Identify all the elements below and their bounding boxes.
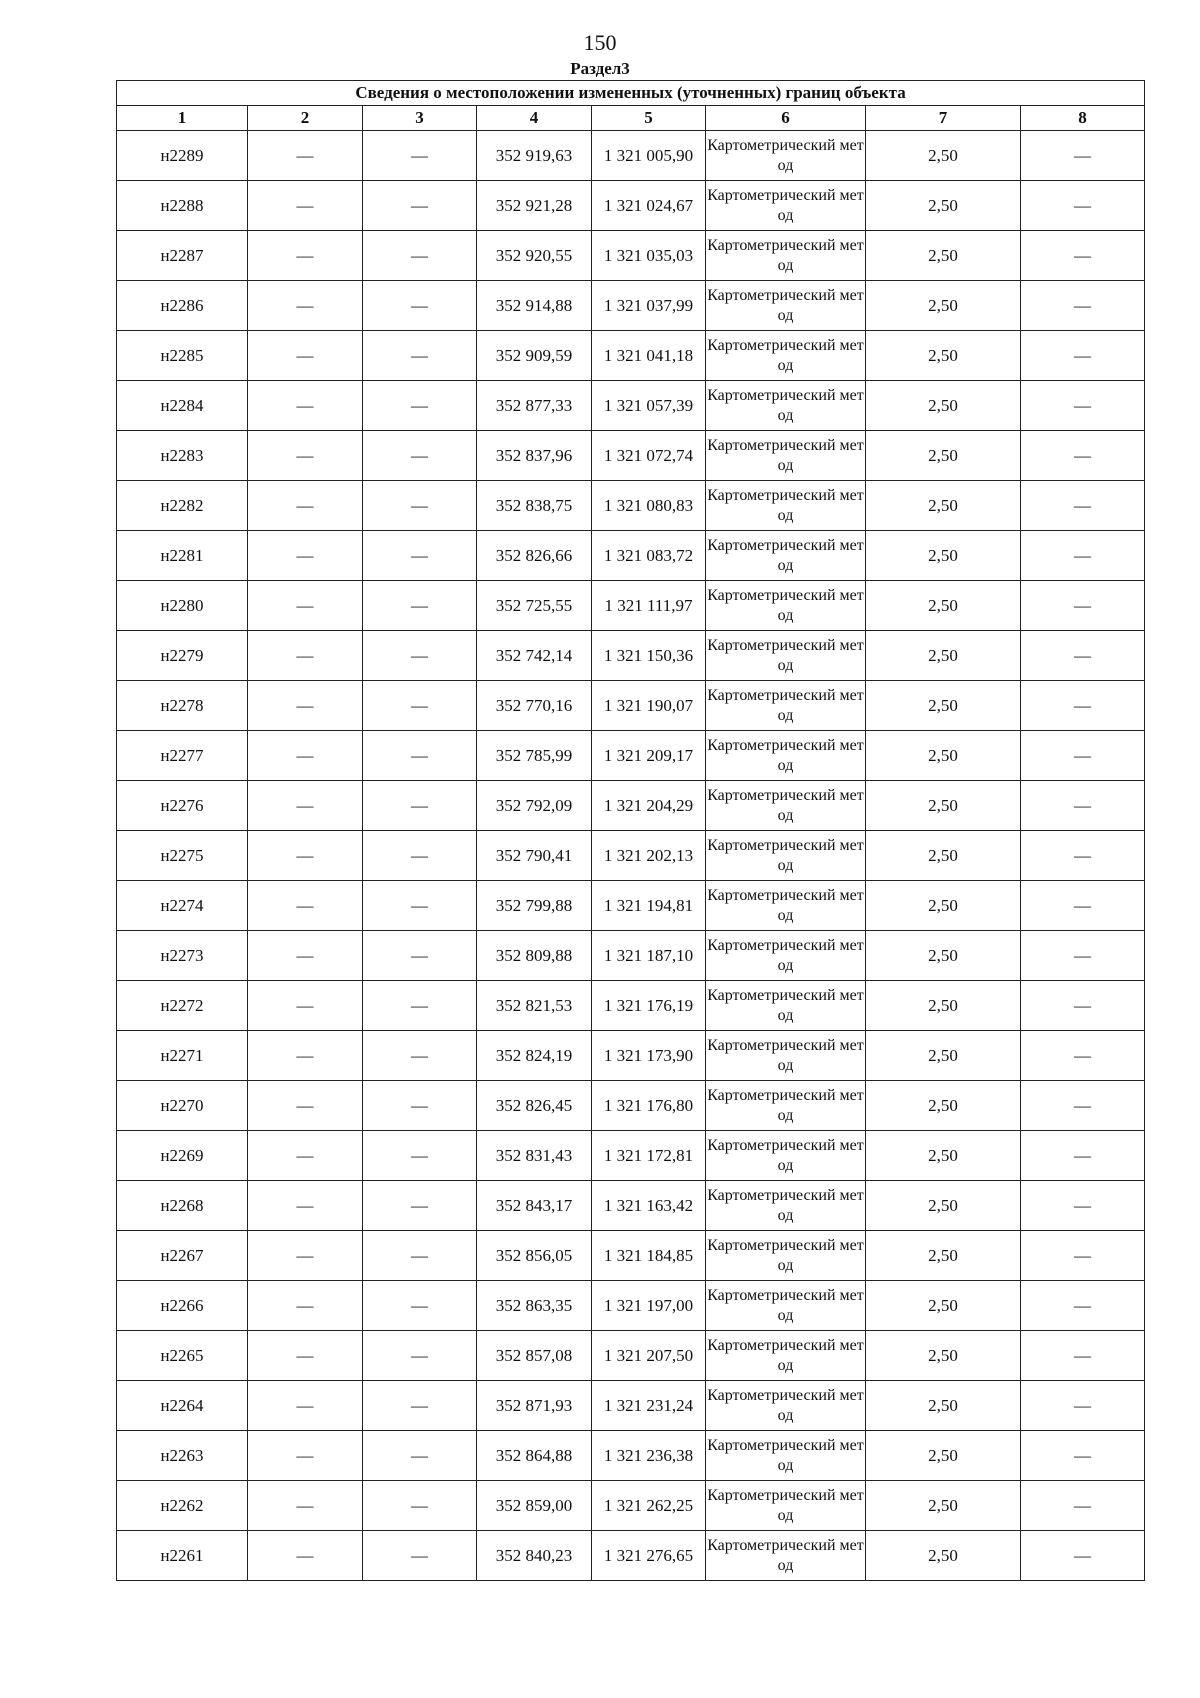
empty-value-dash: —: [1021, 931, 1145, 981]
table-row: [117, 931, 1145, 981]
y-coordinate: 1 321 005,90: [592, 131, 706, 181]
empty-value-dash: —: [248, 631, 363, 681]
empty-value-dash: —: [248, 281, 363, 331]
point-name: н2267: [117, 1231, 248, 1281]
y-coordinate: 1 321 209,17: [592, 731, 706, 781]
empty-value-dash: —: [1021, 531, 1145, 581]
determination-method: Картометрический метод: [706, 631, 866, 681]
determination-method: Картометрический метод: [706, 231, 866, 281]
point-name: н2285: [117, 331, 248, 381]
determination-method: Картометрический метод: [706, 1131, 866, 1181]
y-coordinate: 1 321 276,65: [592, 1531, 706, 1581]
table-row: [117, 631, 1145, 681]
column-number-row: [117, 106, 1145, 131]
point-name: н2263: [117, 1431, 248, 1481]
accuracy-value: 2,50: [866, 731, 1021, 781]
accuracy-value: 2,50: [866, 781, 1021, 831]
boundary-coordinates-table: [116, 80, 1145, 1581]
x-coordinate: 352 864,88: [477, 1431, 592, 1481]
y-coordinate: 1 321 080,83: [592, 481, 706, 531]
determination-method: Картометрический метод: [706, 531, 866, 581]
empty-value-dash: —: [363, 181, 477, 231]
accuracy-value: 2,50: [866, 881, 1021, 931]
empty-value-dash: —: [248, 531, 363, 581]
point-name: н2287: [117, 231, 248, 281]
empty-value-dash: —: [248, 781, 363, 831]
empty-value-dash: —: [363, 681, 477, 731]
y-coordinate: 1 321 207,50: [592, 1331, 706, 1381]
table-row: [117, 1531, 1145, 1581]
determination-method: Картометрический метод: [706, 331, 866, 381]
x-coordinate: 352 831,43: [477, 1131, 592, 1181]
empty-value-dash: —: [1021, 481, 1145, 531]
determination-method: Картометрический метод: [706, 1031, 866, 1081]
empty-value-dash: —: [1021, 1081, 1145, 1131]
x-coordinate: 352 809,88: [477, 931, 592, 981]
determination-method: Картометрический метод: [706, 131, 866, 181]
point-name: н2266: [117, 1281, 248, 1331]
column-number: 4: [477, 106, 592, 131]
accuracy-value: 2,50: [866, 1081, 1021, 1131]
determination-method: Картометрический метод: [706, 681, 866, 731]
table-caption: Сведения о местоположении измененных (уточненных) границ объекта: [117, 81, 1145, 106]
x-coordinate: 352 770,16: [477, 681, 592, 731]
table-row: [117, 1231, 1145, 1281]
y-coordinate: 1 321 231,24: [592, 1381, 706, 1431]
point-name: н2288: [117, 181, 248, 231]
accuracy-value: 2,50: [866, 1181, 1021, 1231]
column-number: 7: [866, 106, 1021, 131]
point-name: н2281: [117, 531, 248, 581]
y-coordinate: 1 321 072,74: [592, 431, 706, 481]
empty-value-dash: —: [1021, 631, 1145, 681]
empty-value-dash: —: [248, 1381, 363, 1431]
point-name: н2265: [117, 1331, 248, 1381]
empty-value-dash: —: [363, 831, 477, 881]
point-name: н2283: [117, 431, 248, 481]
y-coordinate: 1 321 083,72: [592, 531, 706, 581]
empty-value-dash: —: [1021, 1531, 1145, 1581]
x-coordinate: 352 799,88: [477, 881, 592, 931]
empty-value-dash: —: [363, 1281, 477, 1331]
point-name: н2289: [117, 131, 248, 181]
empty-value-dash: —: [363, 1381, 477, 1431]
empty-value-dash: —: [363, 531, 477, 581]
empty-value-dash: —: [248, 1531, 363, 1581]
empty-value-dash: —: [363, 1531, 477, 1581]
empty-value-dash: —: [363, 1331, 477, 1381]
column-number: 8: [1021, 106, 1145, 131]
determination-method: Картометрический метод: [706, 831, 866, 881]
empty-value-dash: —: [363, 431, 477, 481]
empty-value-dash: —: [248, 731, 363, 781]
determination-method: Картометрический метод: [706, 581, 866, 631]
x-coordinate: 352 877,33: [477, 381, 592, 431]
page-number: 150: [583, 30, 617, 55]
column-number: 6: [706, 106, 866, 131]
empty-value-dash: —: [248, 381, 363, 431]
empty-value-dash: —: [248, 1431, 363, 1481]
table-row: [117, 131, 1145, 181]
table-row: [117, 681, 1145, 731]
determination-method: Картометрический метод: [706, 281, 866, 331]
empty-value-dash: —: [248, 1231, 363, 1281]
empty-value-dash: —: [1021, 681, 1145, 731]
empty-value-dash: —: [248, 231, 363, 281]
determination-method: Картометрический метод: [706, 931, 866, 981]
determination-method: Картометрический метод: [706, 1531, 866, 1581]
y-coordinate: 1 321 187,10: [592, 931, 706, 981]
x-coordinate: 352 863,35: [477, 1281, 592, 1331]
empty-value-dash: —: [363, 581, 477, 631]
point-name: н2273: [117, 931, 248, 981]
accuracy-value: 2,50: [866, 431, 1021, 481]
point-name: н2271: [117, 1031, 248, 1081]
empty-value-dash: —: [1021, 831, 1145, 881]
empty-value-dash: —: [248, 1081, 363, 1131]
y-coordinate: 1 321 111,97: [592, 581, 706, 631]
determination-method: Картометрический метод: [706, 1181, 866, 1231]
accuracy-value: 2,50: [866, 931, 1021, 981]
empty-value-dash: —: [363, 1481, 477, 1531]
empty-value-dash: —: [1021, 1431, 1145, 1481]
empty-value-dash: —: [1021, 881, 1145, 931]
x-coordinate: 352 826,45: [477, 1081, 592, 1131]
point-name: н2275: [117, 831, 248, 881]
x-coordinate: 352 856,05: [477, 1231, 592, 1281]
point-name: н2286: [117, 281, 248, 331]
x-coordinate: 352 920,55: [477, 231, 592, 281]
table-row: [117, 281, 1145, 331]
y-coordinate: 1 321 262,25: [592, 1481, 706, 1531]
accuracy-value: 2,50: [866, 681, 1021, 731]
empty-value-dash: —: [363, 781, 477, 831]
accuracy-value: 2,50: [866, 1281, 1021, 1331]
table-row: [117, 1481, 1145, 1531]
accuracy-value: 2,50: [866, 1481, 1021, 1531]
point-name: н2269: [117, 1131, 248, 1181]
empty-value-dash: —: [248, 1181, 363, 1231]
x-coordinate: 352 725,55: [477, 581, 592, 631]
table-row: [117, 1181, 1145, 1231]
empty-value-dash: —: [1021, 381, 1145, 431]
section-title: Раздел3: [570, 59, 630, 78]
x-coordinate: 352 840,23: [477, 1531, 592, 1581]
accuracy-value: 2,50: [866, 231, 1021, 281]
point-name: н2284: [117, 381, 248, 431]
table-row: [117, 581, 1145, 631]
accuracy-value: 2,50: [866, 581, 1021, 631]
empty-value-dash: —: [1021, 1181, 1145, 1231]
x-coordinate: 352 790,41: [477, 831, 592, 881]
empty-value-dash: —: [1021, 1381, 1145, 1431]
empty-value-dash: —: [363, 1131, 477, 1181]
determination-method: Картометрический метод: [706, 1431, 866, 1481]
y-coordinate: 1 321 163,42: [592, 1181, 706, 1231]
determination-method: Картометрический метод: [706, 781, 866, 831]
table-row: [117, 181, 1145, 231]
empty-value-dash: —: [1021, 1031, 1145, 1081]
accuracy-value: 2,50: [866, 281, 1021, 331]
y-coordinate: 1 321 202,13: [592, 831, 706, 881]
table-row: [117, 1431, 1145, 1481]
y-coordinate: 1 321 176,19: [592, 981, 706, 1031]
empty-value-dash: —: [363, 981, 477, 1031]
accuracy-value: 2,50: [866, 131, 1021, 181]
table-row: [117, 731, 1145, 781]
empty-value-dash: —: [248, 681, 363, 731]
accuracy-value: 2,50: [866, 1331, 1021, 1381]
empty-value-dash: —: [1021, 581, 1145, 631]
point-name: н2262: [117, 1481, 248, 1531]
empty-value-dash: —: [363, 1081, 477, 1131]
table-row: [117, 431, 1145, 481]
determination-method: Картометрический метод: [706, 481, 866, 531]
empty-value-dash: —: [248, 931, 363, 981]
determination-method: Картометрический метод: [706, 1231, 866, 1281]
table-caption-row: [117, 81, 1145, 106]
empty-value-dash: —: [248, 331, 363, 381]
empty-value-dash: —: [363, 1431, 477, 1481]
empty-value-dash: —: [363, 1031, 477, 1081]
empty-value-dash: —: [248, 131, 363, 181]
x-coordinate: 352 859,00: [477, 1481, 592, 1531]
empty-value-dash: —: [248, 581, 363, 631]
empty-value-dash: —: [1021, 231, 1145, 281]
determination-method: Картометрический метод: [706, 881, 866, 931]
x-coordinate: 352 785,99: [477, 731, 592, 781]
y-coordinate: 1 321 236,38: [592, 1431, 706, 1481]
x-coordinate: 352 914,88: [477, 281, 592, 331]
y-coordinate: 1 321 150,36: [592, 631, 706, 681]
y-coordinate: 1 321 173,90: [592, 1031, 706, 1081]
y-coordinate: 1 321 035,03: [592, 231, 706, 281]
x-coordinate: 352 857,08: [477, 1331, 592, 1381]
x-coordinate: 352 838,75: [477, 481, 592, 531]
accuracy-value: 2,50: [866, 381, 1021, 431]
empty-value-dash: —: [248, 481, 363, 531]
determination-method: Картометрический метод: [706, 431, 866, 481]
accuracy-value: 2,50: [866, 981, 1021, 1031]
y-coordinate: 1 321 194,81: [592, 881, 706, 931]
empty-value-dash: —: [1021, 1231, 1145, 1281]
empty-value-dash: —: [1021, 281, 1145, 331]
empty-value-dash: —: [363, 1231, 477, 1281]
point-name: н2268: [117, 1181, 248, 1231]
empty-value-dash: —: [1021, 981, 1145, 1031]
empty-value-dash: —: [363, 281, 477, 331]
point-name: н2279: [117, 631, 248, 681]
y-coordinate: 1 321 176,80: [592, 1081, 706, 1131]
x-coordinate: 352 919,63: [477, 131, 592, 181]
x-coordinate: 352 871,93: [477, 1381, 592, 1431]
x-coordinate: 352 824,19: [477, 1031, 592, 1081]
point-name: н2261: [117, 1531, 248, 1581]
empty-value-dash: —: [248, 981, 363, 1031]
determination-method: Картометрический метод: [706, 381, 866, 431]
y-coordinate: 1 321 037,99: [592, 281, 706, 331]
table-row: [117, 231, 1145, 281]
y-coordinate: 1 321 057,39: [592, 381, 706, 431]
determination-method: Картометрический метод: [706, 731, 866, 781]
x-coordinate: 352 826,66: [477, 531, 592, 581]
table-row: [117, 881, 1145, 931]
x-coordinate: 352 921,28: [477, 181, 592, 231]
determination-method: Картометрический метод: [706, 1081, 866, 1131]
table-row: [117, 1031, 1145, 1081]
table-row: [117, 531, 1145, 581]
point-name: н2277: [117, 731, 248, 781]
table-body: [117, 131, 1145, 1581]
empty-value-dash: —: [248, 1131, 363, 1181]
table-row: [117, 481, 1145, 531]
accuracy-value: 2,50: [866, 1531, 1021, 1581]
accuracy-value: 2,50: [866, 1381, 1021, 1431]
y-coordinate: 1 321 024,67: [592, 181, 706, 231]
determination-method: Картометрический метод: [706, 1281, 866, 1331]
column-number: 3: [363, 106, 477, 131]
x-coordinate: 352 821,53: [477, 981, 592, 1031]
accuracy-value: 2,50: [866, 1431, 1021, 1481]
point-name: н2278: [117, 681, 248, 731]
empty-value-dash: —: [363, 931, 477, 981]
accuracy-value: 2,50: [866, 1231, 1021, 1281]
accuracy-value: 2,50: [866, 531, 1021, 581]
empty-value-dash: —: [248, 831, 363, 881]
y-coordinate: 1 321 204,29: [592, 781, 706, 831]
empty-value-dash: —: [248, 1031, 363, 1081]
determination-method: Картометрический метод: [706, 981, 866, 1031]
empty-value-dash: —: [1021, 781, 1145, 831]
empty-value-dash: —: [1021, 331, 1145, 381]
point-name: н2280: [117, 581, 248, 631]
empty-value-dash: —: [1021, 1481, 1145, 1531]
empty-value-dash: —: [363, 381, 477, 431]
accuracy-value: 2,50: [866, 1031, 1021, 1081]
empty-value-dash: —: [248, 881, 363, 931]
column-number: 2: [248, 106, 363, 131]
x-coordinate: 352 843,17: [477, 1181, 592, 1231]
empty-value-dash: —: [363, 131, 477, 181]
accuracy-value: 2,50: [866, 181, 1021, 231]
y-coordinate: 1 321 184,85: [592, 1231, 706, 1281]
empty-value-dash: —: [1021, 731, 1145, 781]
accuracy-value: 2,50: [866, 831, 1021, 881]
empty-value-dash: —: [1021, 131, 1145, 181]
empty-value-dash: —: [248, 181, 363, 231]
table-row: [117, 1281, 1145, 1331]
empty-value-dash: —: [363, 631, 477, 681]
empty-value-dash: —: [1021, 1281, 1145, 1331]
point-name: н2264: [117, 1381, 248, 1431]
determination-method: Картометрический метод: [706, 181, 866, 231]
accuracy-value: 2,50: [866, 331, 1021, 381]
empty-value-dash: —: [248, 1481, 363, 1531]
empty-value-dash: —: [1021, 1331, 1145, 1381]
table-row: [117, 981, 1145, 1031]
point-name: н2274: [117, 881, 248, 931]
accuracy-value: 2,50: [866, 481, 1021, 531]
y-coordinate: 1 321 197,00: [592, 1281, 706, 1331]
x-coordinate: 352 742,14: [477, 631, 592, 681]
table-row: [117, 381, 1145, 431]
determination-method: Картометрический метод: [706, 1481, 866, 1531]
y-coordinate: 1 321 172,81: [592, 1131, 706, 1181]
table-row: [117, 781, 1145, 831]
point-name: н2282: [117, 481, 248, 531]
empty-value-dash: —: [363, 731, 477, 781]
table-row: [117, 1081, 1145, 1131]
determination-method: Картометрический метод: [706, 1331, 866, 1381]
empty-value-dash: —: [363, 881, 477, 931]
y-coordinate: 1 321 041,18: [592, 331, 706, 381]
table-row: [117, 1381, 1145, 1431]
table-row: [117, 331, 1145, 381]
empty-value-dash: —: [363, 1181, 477, 1231]
empty-value-dash: —: [248, 1331, 363, 1381]
empty-value-dash: —: [363, 481, 477, 531]
table-row: [117, 831, 1145, 881]
empty-value-dash: —: [248, 1281, 363, 1331]
empty-value-dash: —: [248, 431, 363, 481]
point-name: н2272: [117, 981, 248, 1031]
empty-value-dash: —: [1021, 181, 1145, 231]
empty-value-dash: —: [1021, 431, 1145, 481]
column-number: 1: [117, 106, 248, 131]
x-coordinate: 352 909,59: [477, 331, 592, 381]
empty-value-dash: —: [1021, 1131, 1145, 1181]
y-coordinate: 1 321 190,07: [592, 681, 706, 731]
point-name: н2276: [117, 781, 248, 831]
accuracy-value: 2,50: [866, 631, 1021, 681]
empty-value-dash: —: [363, 331, 477, 381]
table-row: [117, 1331, 1145, 1381]
empty-value-dash: —: [363, 231, 477, 281]
determination-method: Картометрический метод: [706, 1381, 866, 1431]
point-name: н2270: [117, 1081, 248, 1131]
table-row: [117, 1131, 1145, 1181]
x-coordinate: 352 792,09: [477, 781, 592, 831]
accuracy-value: 2,50: [866, 1131, 1021, 1181]
column-number: 5: [592, 106, 706, 131]
x-coordinate: 352 837,96: [477, 431, 592, 481]
